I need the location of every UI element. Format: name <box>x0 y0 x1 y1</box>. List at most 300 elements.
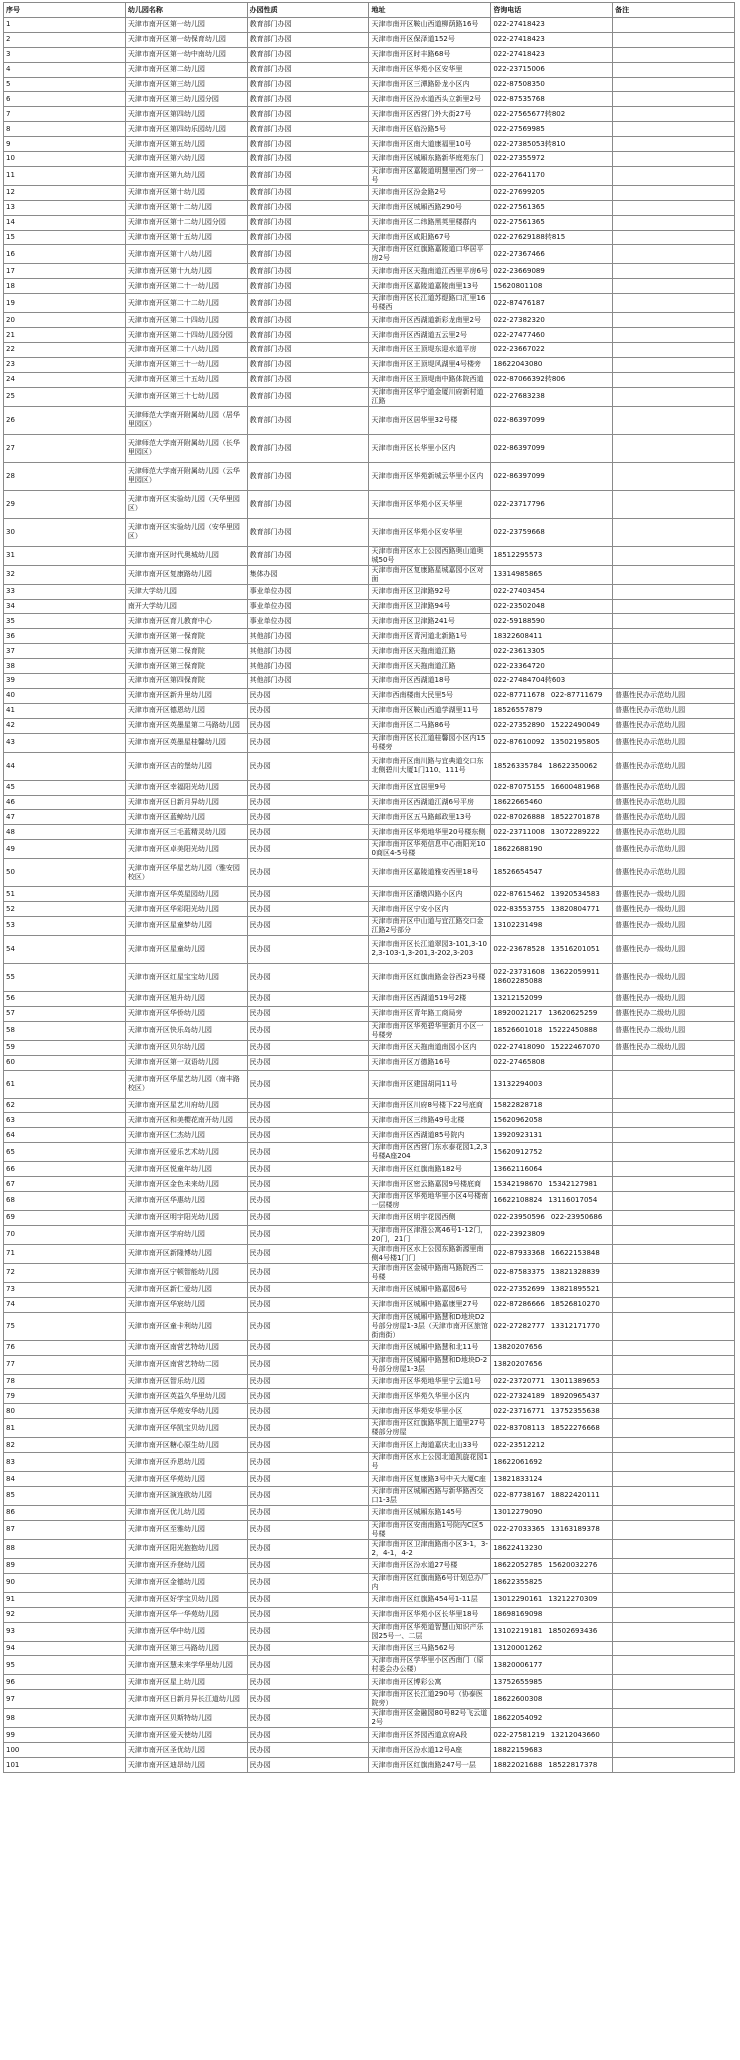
cell-index: 96 <box>4 1675 126 1690</box>
phone-secondary: 13163189378 <box>550 1525 600 1534</box>
phone-primary: 022-87933368 <box>493 1249 545 1258</box>
cell-name: 天津市南开区仁杰幼儿园 <box>125 1128 247 1143</box>
phone-secondary: 13752355638 <box>550 1406 600 1415</box>
table-row <box>4 1113 735 1128</box>
cell-address: 天津市南开区华苑道智慧山知识产乐园25号一、二层 <box>369 1622 491 1641</box>
cell-index: 66 <box>4 1162 126 1177</box>
cell-phone <box>491 718 613 733</box>
cell-note <box>613 1340 735 1355</box>
cell-name: 天津市南开区学府幼儿园 <box>125 1225 247 1244</box>
cell-note <box>613 92 735 107</box>
cell-type: 教育部门办园 <box>247 137 369 152</box>
cell-phone <box>491 1177 613 1192</box>
cell-note <box>613 434 735 462</box>
cell-note <box>613 1404 735 1419</box>
cell-note: 普惠性民办示范幼儿园 <box>613 795 735 810</box>
cell-type: 民办园 <box>247 1143 369 1162</box>
cell-address: 天津市南开区华苑地华里20号楼东侧 <box>369 825 491 840</box>
cell-note <box>613 1374 735 1389</box>
cell-address: 天津市南开区长华里小区内 <box>369 434 491 462</box>
cell-address: 天津市南开区王顶堤东迎水道平房 <box>369 343 491 358</box>
table-row <box>4 1162 735 1177</box>
cell-phone <box>491 780 613 795</box>
cell-name: 天津市南开区第一幼中南幼儿园 <box>125 47 247 62</box>
cell-note: 普惠性民办示范幼儿园 <box>613 780 735 795</box>
header-type: 办园性质 <box>247 3 369 18</box>
cell-type: 民办园 <box>247 1128 369 1143</box>
cell-index: 67 <box>4 1177 126 1192</box>
header-name: 幼儿园名称 <box>125 3 247 18</box>
table-row <box>4 629 735 644</box>
phone-secondary: 13116017054 <box>548 1196 598 1205</box>
phone-primary: 15620962058 <box>493 1115 543 1124</box>
cell-name: 天津市南开区至雅幼儿园 <box>125 1520 247 1539</box>
table-row <box>4 490 735 518</box>
cell-address: 天津市南开区中山道与宜江路交口金江路2号部分 <box>369 916 491 935</box>
cell-type: 民办园 <box>247 1675 369 1690</box>
cell-index: 58 <box>4 1021 126 1040</box>
phone-secondary: 15620032276 <box>548 1561 598 1570</box>
phone-secondary: 13502195805 <box>550 738 600 747</box>
cell-phone <box>491 1656 613 1675</box>
cell-phone <box>491 1520 613 1539</box>
cell-name: 天津市南开区第十二幼儿园分园 <box>125 215 247 230</box>
table-row <box>4 62 735 77</box>
cell-type: 民办园 <box>247 1743 369 1758</box>
cell-index: 21 <box>4 328 126 343</box>
phone-primary: 022-27629188转815 <box>493 233 566 242</box>
cell-note <box>613 674 735 689</box>
cell-name: 天津市南开区童卡利幼儿园 <box>125 1312 247 1340</box>
table-row <box>4 328 735 343</box>
cell-index: 27 <box>4 434 126 462</box>
cell-note: 普惠性民办一级幼儿园 <box>613 902 735 917</box>
cell-phone <box>491 688 613 703</box>
cell-phone <box>491 77 613 92</box>
cell-type: 民办园 <box>247 825 369 840</box>
cell-name: 天津市南开区星艺川府幼儿园 <box>125 1098 247 1113</box>
phone-primary: 13820006177 <box>493 1660 543 1669</box>
table-row <box>4 200 735 215</box>
phone-primary: 13102219181 <box>493 1627 543 1636</box>
cell-phone <box>491 313 613 328</box>
cell-name: 天津市南开区智乐幼儿园 <box>125 1374 247 1389</box>
cell-type: 民办园 <box>247 1728 369 1743</box>
cell-name: 天津市南开区日新月异幼儿园 <box>125 795 247 810</box>
cell-index: 39 <box>4 674 126 689</box>
cell-phone <box>491 1040 613 1055</box>
cell-name: 天津市南开区第三幼儿园 <box>125 77 247 92</box>
cell-name: 天津市南开区华惠幼儿园 <box>125 1191 247 1210</box>
cell-address: 天津市南开区红旗南路6号计划总办厂内 <box>369 1573 491 1592</box>
cell-note <box>613 1622 735 1641</box>
table-row <box>4 1143 735 1162</box>
table-header-row <box>4 3 735 18</box>
cell-type: 民办园 <box>247 1021 369 1040</box>
cell-address: 天津市南开区鞍山西道学湖里11号 <box>369 703 491 718</box>
cell-index: 72 <box>4 1263 126 1282</box>
kindergarten-table <box>3 2 735 1773</box>
cell-note: 普惠性民办示范幼儿园 <box>613 752 735 780</box>
phone-primary: 15822828718 <box>493 1100 543 1109</box>
cell-index: 100 <box>4 1743 126 1758</box>
cell-name: 天津市南开区时代奥城幼儿园 <box>125 546 247 565</box>
cell-note: 普惠性民办示范幼儿园 <box>613 703 735 718</box>
cell-name: 天津市南开区宁顿智能幼儿园 <box>125 1263 247 1282</box>
phone-primary: 18822159683 <box>493 1745 543 1754</box>
phone-primary: 18526601018 <box>493 1026 543 1035</box>
phone-primary: 022-87476187 <box>493 298 545 307</box>
table-row <box>4 1210 735 1225</box>
cell-note <box>613 490 735 518</box>
table-row <box>4 991 735 1006</box>
cell-type: 民办园 <box>247 963 369 991</box>
cell-index: 70 <box>4 1225 126 1244</box>
table-row <box>4 1419 735 1438</box>
phone-primary: 18698169098 <box>493 1610 543 1619</box>
cell-address: 天津市南开区南大道康福里10号 <box>369 137 491 152</box>
cell-phone <box>491 565 613 584</box>
cell-index: 49 <box>4 840 126 859</box>
cell-name: 天津市南开区第三保育院 <box>125 659 247 674</box>
phone-primary: 18622413230 <box>493 1544 543 1553</box>
phone-primary: 022-87615462 <box>493 889 545 898</box>
cell-address: 天津市南开区水上公园西路奥山道奥城50号 <box>369 546 491 565</box>
phone-primary: 022-27561365 <box>493 218 545 227</box>
cell-address: 天津市南开区华苑小区长华里18号 <box>369 1607 491 1622</box>
cell-phone <box>491 1486 613 1505</box>
cell-address: 天津市南开区水上公园东路新源里南侧4号楼1门门 <box>369 1244 491 1263</box>
cell-phone <box>491 215 613 230</box>
cell-note <box>613 1486 735 1505</box>
phone-primary: 022-27565677转802 <box>493 109 566 118</box>
cell-index: 48 <box>4 825 126 840</box>
cell-note: 普惠性民办二级幼儿园 <box>613 1040 735 1055</box>
cell-phone <box>491 387 613 406</box>
cell-note <box>613 1177 735 1192</box>
cell-phone <box>491 1162 613 1177</box>
cell-phone <box>491 490 613 518</box>
table-row <box>4 1374 735 1389</box>
table-row <box>4 859 735 887</box>
cell-type: 事业单位办园 <box>247 614 369 629</box>
cell-name: 天津市南开区糖心原生幼儿园 <box>125 1438 247 1453</box>
table-row <box>4 1690 735 1709</box>
cell-address: 天津市南开区红旗路454号1-11层 <box>369 1592 491 1607</box>
cell-index: 43 <box>4 733 126 752</box>
cell-note <box>613 1055 735 1070</box>
phone-primary: 022-87075155 <box>493 783 545 792</box>
cell-phone <box>491 1438 613 1453</box>
table-row <box>4 546 735 565</box>
phone-primary: 022-23669089 <box>493 266 545 275</box>
cell-address: 天津市南开区华苑新城云华里小区内 <box>369 462 491 490</box>
cell-name: 天津市南开区英益久华里幼儿园 <box>125 1389 247 1404</box>
phone-primary: 18526654547 <box>493 868 543 877</box>
cell-index: 16 <box>4 245 126 264</box>
table-row <box>4 406 735 434</box>
cell-phone <box>491 1355 613 1374</box>
cell-address: 天津市南开区华苑安华里小区 <box>369 1404 491 1419</box>
cell-type: 其他部门办园 <box>247 644 369 659</box>
cell-name: 天津市南开区第十二幼儿园 <box>125 200 247 215</box>
cell-phone <box>491 230 613 245</box>
cell-index: 2 <box>4 32 126 47</box>
table-row <box>4 77 735 92</box>
cell-address: 天津市南开区城厢东路新华庭苑东门 <box>369 152 491 167</box>
table-row <box>4 462 735 490</box>
cell-type: 民办园 <box>247 1263 369 1282</box>
cell-type: 民办园 <box>247 1438 369 1453</box>
cell-phone <box>491 1282 613 1297</box>
cell-type: 民办园 <box>247 1404 369 1419</box>
phone-primary: 022-23613305 <box>493 646 545 655</box>
table-row <box>4 659 735 674</box>
cell-address: 天津市南开区华苑小区天华里 <box>369 490 491 518</box>
cell-note <box>613 1113 735 1128</box>
phone-primary: 022-83553755 <box>493 904 545 913</box>
cell-note <box>613 462 735 490</box>
cell-name: 天津市南开区演连欧幼儿园 <box>125 1486 247 1505</box>
table-row <box>4 703 735 718</box>
phone-primary: 13102231498 <box>493 921 543 930</box>
table-row <box>4 963 735 991</box>
cell-type: 教育部门办园 <box>247 406 369 434</box>
cell-name: 天津市南开区乔登幼儿园 <box>125 1558 247 1573</box>
cell-index: 7 <box>4 107 126 122</box>
table-row <box>4 1340 735 1355</box>
cell-index: 98 <box>4 1709 126 1728</box>
cell-note <box>613 1389 735 1404</box>
table-row <box>4 1282 735 1297</box>
cell-note <box>613 107 735 122</box>
phone-primary: 022-27569985 <box>493 124 545 133</box>
cell-address: 天津市南开区建国胡同11号 <box>369 1070 491 1098</box>
cell-address: 天津市南开区汾水道西头立新里2号 <box>369 92 491 107</box>
phone-primary: 13212152099 <box>493 994 543 1003</box>
phone-primary: 022-27352890 <box>493 721 545 730</box>
cell-name: 天津市南开区第三十五幼儿园 <box>125 372 247 387</box>
cell-index: 76 <box>4 1340 126 1355</box>
cell-phone <box>491 1191 613 1210</box>
table-row <box>4 916 735 935</box>
cell-type: 民办园 <box>247 1389 369 1404</box>
cell-phone <box>491 859 613 887</box>
cell-note <box>613 1244 735 1263</box>
cell-address: 天津市南开区天拖南道江西里平房6号 <box>369 264 491 279</box>
cell-name: 天津市南开区第三幼儿园分园 <box>125 92 247 107</box>
cell-phone <box>491 1263 613 1282</box>
table-row <box>4 1607 735 1622</box>
cell-index: 33 <box>4 584 126 599</box>
cell-phone <box>491 1539 613 1558</box>
cell-type: 教育部门办园 <box>247 328 369 343</box>
table-row <box>4 1743 735 1758</box>
cell-name: 天津市南开区星童梦幼儿园 <box>125 916 247 935</box>
cell-phone <box>491 185 613 200</box>
cell-type: 教育部门办园 <box>247 107 369 122</box>
cell-index: 30 <box>4 518 126 546</box>
phone-primary: 022-27465808 <box>493 1058 545 1067</box>
cell-index: 74 <box>4 1297 126 1312</box>
cell-address: 天津市南开区嘉陵道雅安西里18号 <box>369 859 491 887</box>
phone-primary: 13920923131 <box>493 1130 543 1139</box>
cell-note <box>613 546 735 565</box>
cell-address: 天津市南开区城厢中路慧和北11号 <box>369 1340 491 1355</box>
cell-note: 普惠性民办示范幼儿园 <box>613 718 735 733</box>
cell-note <box>613 62 735 77</box>
cell-name: 天津市南开区第五幼儿园 <box>125 137 247 152</box>
table-row <box>4 1622 735 1641</box>
cell-name: 天津市南开区育儿教育中心 <box>125 614 247 629</box>
cell-name: 天津市南开区实验幼儿园（天华里园区） <box>125 490 247 518</box>
cell-address: 天津市南开区万德路16号 <box>369 1055 491 1070</box>
cell-index: 64 <box>4 1128 126 1143</box>
cell-phone <box>491 1641 613 1656</box>
table-row <box>4 1244 735 1263</box>
cell-address: 天津市南开区嘉陵道嘉陵南里13号 <box>369 279 491 294</box>
cell-address: 天津市南开区华苑小区安华里 <box>369 62 491 77</box>
cell-note <box>613 406 735 434</box>
cell-index: 71 <box>4 1244 126 1263</box>
cell-index: 3 <box>4 47 126 62</box>
cell-index: 42 <box>4 718 126 733</box>
cell-type: 民办园 <box>247 935 369 963</box>
phone-primary: 18822021688 <box>493 1760 543 1769</box>
cell-index: 38 <box>4 659 126 674</box>
phone-primary: 18622600308 <box>493 1694 543 1703</box>
cell-note <box>613 1225 735 1244</box>
cell-name: 天津市南开区旭升幼儿园 <box>125 991 247 1006</box>
cell-type: 教育部门办园 <box>247 32 369 47</box>
phone-secondary: 18522276668 <box>550 1423 600 1432</box>
cell-type: 民办园 <box>247 1070 369 1098</box>
phone-primary: 18622052785 <box>493 1561 543 1570</box>
phone-secondary: 13620625259 <box>548 1009 598 1018</box>
cell-note <box>613 1098 735 1113</box>
cell-phone <box>491 1006 613 1021</box>
cell-type: 民办园 <box>247 780 369 795</box>
cell-type: 民办园 <box>247 859 369 887</box>
table-row <box>4 1539 735 1558</box>
table-row <box>4 1592 735 1607</box>
cell-name: 天津市南开区华彩阳光幼儿园 <box>125 902 247 917</box>
cell-index: 54 <box>4 935 126 963</box>
cell-address: 天津市南开区学华里小区西南门（原村委会办公楼） <box>369 1656 491 1675</box>
cell-name: 天津市南开区第三十一幼儿园 <box>125 357 247 372</box>
cell-note: 普惠性民办一级幼儿园 <box>613 935 735 963</box>
cell-note <box>613 1162 735 1177</box>
cell-note <box>613 1675 735 1690</box>
cell-address: 天津市南开区王顶堤南中路体院西道 <box>369 372 491 387</box>
cell-index: 28 <box>4 462 126 490</box>
cell-note: 普惠性民办示范幼儿园 <box>613 733 735 752</box>
cell-index: 73 <box>4 1282 126 1297</box>
cell-note <box>613 32 735 47</box>
cell-address: 天津市南开区三纬路49号北楼 <box>369 1113 491 1128</box>
cell-note <box>613 1472 735 1487</box>
cell-index: 31 <box>4 546 126 565</box>
cell-index: 90 <box>4 1573 126 1592</box>
cell-type: 民办园 <box>247 1282 369 1297</box>
phone-secondary: 18522817378 <box>548 1760 598 1769</box>
cell-address: 天津市南开区二纬路黑英里楼群内 <box>369 215 491 230</box>
cell-index: 19 <box>4 294 126 313</box>
cell-phone <box>491 1505 613 1520</box>
cell-note <box>613 230 735 245</box>
cell-index: 65 <box>4 1143 126 1162</box>
cell-type: 民办园 <box>247 1210 369 1225</box>
phone-secondary: 13212043660 <box>550 1730 600 1739</box>
cell-index: 4 <box>4 62 126 77</box>
cell-index: 101 <box>4 1758 126 1773</box>
phone-primary: 022-27418423 <box>493 35 545 44</box>
phone-primary: 022-23716771 <box>493 1406 545 1415</box>
cell-note: 普惠性民办示范幼儿园 <box>613 840 735 859</box>
cell-name: 天津市南开区华中幼儿园 <box>125 1622 247 1641</box>
cell-index: 81 <box>4 1419 126 1438</box>
table-row <box>4 1558 735 1573</box>
phone-primary: 022-86397099 <box>493 443 545 452</box>
cell-type: 民办园 <box>247 703 369 718</box>
phone-primary: 022-86397099 <box>493 415 545 424</box>
cell-phone <box>491 1098 613 1113</box>
cell-phone <box>491 1592 613 1607</box>
cell-address: 天津市南开区金融园80号82号飞云道2号 <box>369 1709 491 1728</box>
phone-secondary: 13920534583 <box>550 889 600 898</box>
cell-name: 天津市南开区第九幼儿园 <box>125 166 247 185</box>
cell-index: 79 <box>4 1389 126 1404</box>
header-address: 地址 <box>369 3 491 18</box>
phone-primary: 022-27382320 <box>493 315 545 324</box>
cell-note <box>613 166 735 185</box>
cell-address: 天津市南开区西湖道江湖6号平房 <box>369 795 491 810</box>
phone-primary: 022-87066392转806 <box>493 375 566 384</box>
table-row <box>4 1263 735 1282</box>
cell-type: 教育部门办园 <box>247 357 369 372</box>
cell-address: 天津市南开区西湖道85号院内 <box>369 1128 491 1143</box>
cell-address: 天津市南开区时丰路68号 <box>369 47 491 62</box>
table-row <box>4 825 735 840</box>
cell-address: 天津市南开区红旗南路247号一层 <box>369 1758 491 1773</box>
cell-type: 民办园 <box>247 1191 369 1210</box>
cell-note <box>613 1070 735 1098</box>
phone-secondary: 15342127981 <box>548 1179 598 1188</box>
cell-note <box>613 1728 735 1743</box>
header-phone: 咨询电话 <box>491 3 613 18</box>
cell-note <box>613 343 735 358</box>
phone-primary: 18526335784 <box>493 761 543 770</box>
cell-phone <box>491 328 613 343</box>
cell-type: 教育部门办园 <box>247 462 369 490</box>
table-row <box>4 18 735 33</box>
cell-address: 天津市南开区青年路工商局旁 <box>369 1006 491 1021</box>
cell-phone <box>491 47 613 62</box>
cell-address: 天津市南开区汾金路2号 <box>369 185 491 200</box>
table-row <box>4 599 735 614</box>
phone-primary: 022-87508350 <box>493 80 545 88</box>
cell-name: 天津市南开区第十九幼儿园 <box>125 264 247 279</box>
cell-type: 教育部门办园 <box>247 313 369 328</box>
phone-primary: 18622665460 <box>493 797 543 806</box>
phone-secondary: 13072289222 <box>550 827 600 836</box>
cell-address: 天津市南开区长江道翠园3-101,3-102,3-103-1,3-201,3-202,3-203 <box>369 935 491 963</box>
phone-primary: 13662116064 <box>493 1164 543 1173</box>
cell-address: 天津市南开区宁安小区内 <box>369 902 491 917</box>
cell-phone <box>491 1758 613 1773</box>
cell-type: 民办园 <box>247 752 369 780</box>
cell-index: 62 <box>4 1098 126 1113</box>
